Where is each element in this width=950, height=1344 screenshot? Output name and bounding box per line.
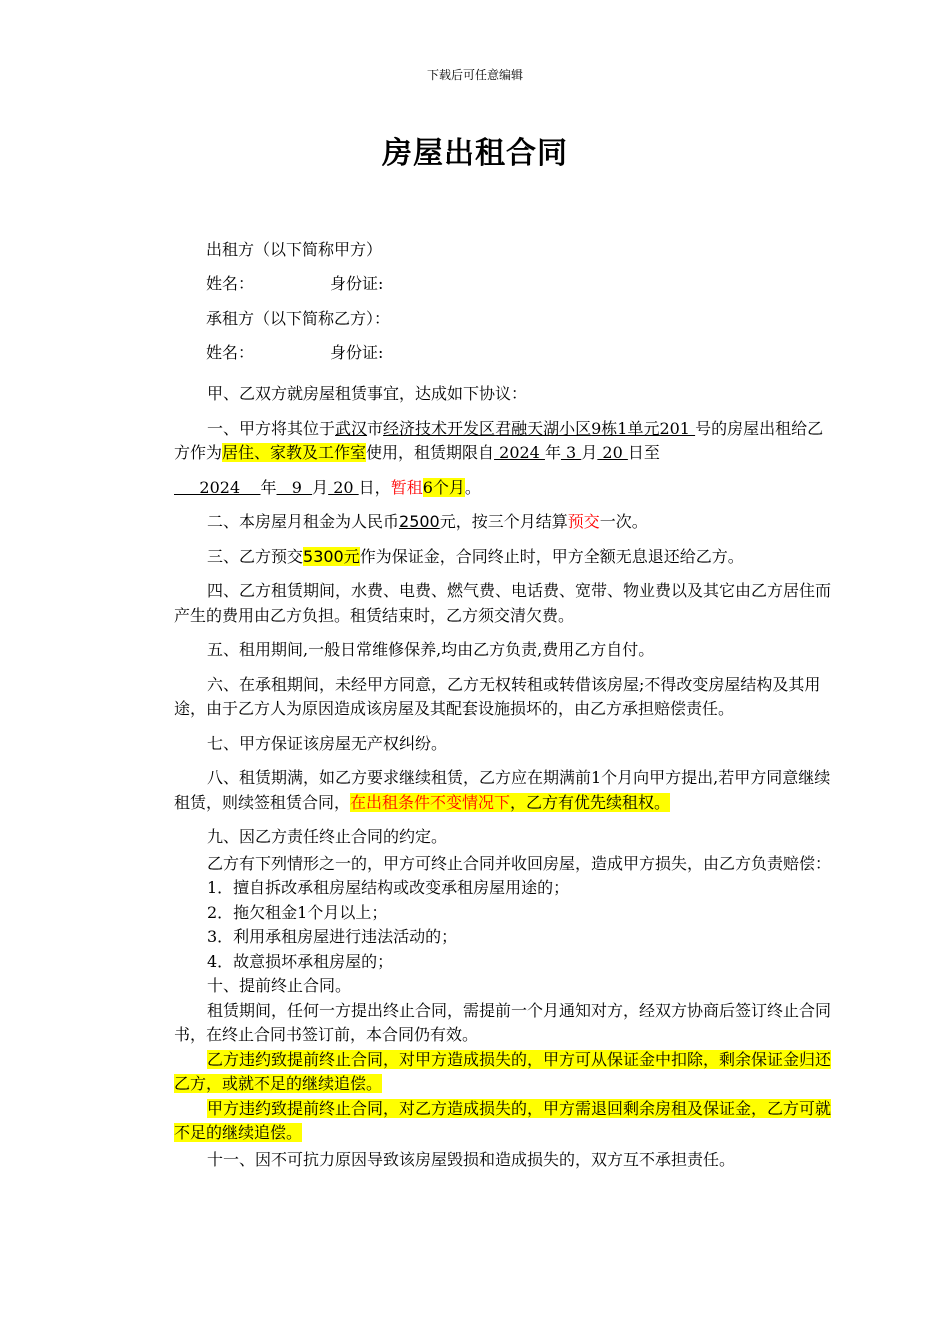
page-header: 下载后可任意编辑: [426, 68, 523, 82]
clause-7: 七、甲方保证该房屋无产权纠纷。: [207, 733, 448, 753]
clause-9-item: 1．擅自拆改承租房屋结构或改变承租房屋用途的；: [207, 878, 570, 897]
prepay-label: 预交: [567, 512, 600, 531]
clause-1: [174, 417, 839, 466]
party-b-fields: [206, 341, 383, 365]
start-day-field: 20: [597, 443, 628, 462]
end-day-field: 20: [328, 477, 359, 497]
party-b-name-label: 姓名：: [206, 343, 255, 362]
clause-4: 四、乙方租赁期间，水费、电费、燃气费、电话费、宽带、物业费以及其它由乙方居住而产生的费用由乙方负担。租赁结束时，乙方须交清欠费。: [174, 581, 832, 625]
party-a-id-label: 身份证:: [330, 274, 384, 293]
clause-8-highlight: 在出租条件不变情况下: [350, 792, 511, 812]
deposit-field: 5300元: [303, 546, 360, 566]
party-b-id-label: 身份证:: [330, 343, 384, 362]
contract-body: [174, 382, 839, 1172]
clause-10-para: 租赁期间，任何一方提出终止合同，需提前一个月通知对方，经双方协商后签订终止合同书，在终止合同书签订前，本合同仍有效。: [174, 1000, 832, 1044]
clause-1-text: 日至: [627, 443, 660, 462]
lease-months-field: 6个月: [422, 477, 465, 497]
clause-11: 十一、因不可抗力原因导致该房屋毁损和造成损失的，双方互不承担责任。: [207, 1149, 736, 1169]
rent-field: 2500: [399, 512, 440, 531]
clause-1-text: 日，: [358, 477, 391, 497]
clause-8: [174, 766, 839, 815]
document-title: 房屋出租合同: [382, 136, 568, 171]
clause-8-text: 八、租赁期满，如乙方要求继续租赁，乙方应在期满前1个月向甲方提出,若甲方同意继续租赁，则续签租赁合同，: [174, 768, 831, 812]
clause-1-text: 月: [312, 477, 329, 497]
clause-1-period: [174, 476, 839, 501]
party-a-name-label: 姓名：: [206, 274, 255, 293]
clause-6: 六、在承租期间，未经甲方同意，乙方无权转租或转借该房屋;不得改变房屋结构及其用途，由于乙方人为原因造成该房屋及其配套设施损坏的，由乙方承担赔偿责任。: [174, 674, 821, 718]
unit-field: 9栋1单元201: [591, 418, 696, 438]
clause-1-text: 月: [581, 443, 598, 462]
clause-3-text: 三、乙方预交: [207, 546, 304, 566]
clause-2-text: 二、本房屋月租金为人民币: [207, 512, 400, 531]
city-field: 武汉: [335, 418, 368, 438]
clause-3-text: 作为保证金，合同终止时，甲方全额无息退还给乙方。: [359, 546, 744, 566]
clause-8-highlight: 乙方有优先续租权。: [526, 792, 671, 812]
clause-2: [174, 510, 839, 535]
intro-line: 甲、乙双方就房屋租赁事宜，达成如下协议：: [207, 384, 528, 403]
community-field: 君融天湖小区: [495, 418, 592, 438]
clause-1-text: 一、甲方将其位于: [207, 418, 336, 438]
clause-9-item: 3．利用承租房屋进行违法活动的；: [207, 927, 458, 946]
clause-2-text: 元，按三个月结算: [439, 512, 568, 531]
start-year-field: 2024: [494, 443, 545, 462]
clause-10-highlight: 乙方违约致提前终止合同，对甲方造成损失的，甲方可从保证金中扣除，剩余保证金归还乙方，或就不足的继续追偿。: [174, 1049, 832, 1093]
start-month-field: 3: [560, 443, 582, 462]
end-month-field: 9: [276, 477, 313, 497]
clause-10-para-highlight: [174, 1048, 839, 1097]
clause-2-text: 一次。: [599, 512, 648, 531]
clause-9-item: 2．拖欠租金1个月以上；: [207, 902, 388, 922]
district-field: 经济技术开发区: [383, 418, 496, 438]
clause-10-highlight: 甲方违约致提前终止合同，对乙方造成损失的，甲方需退回剩余房租及保证金，乙方可就不足的继续追偿。: [174, 1098, 832, 1142]
clause-10-para-highlight: [174, 1097, 839, 1146]
clause-5: 五、租用期间,一般日常维修保养,均由乙方负责,费用乙方自付。: [207, 640, 655, 659]
clause-1-text: 年: [544, 443, 561, 462]
party-b-heading: 承租方（以下简称乙方）：: [206, 309, 391, 328]
clause-9-intro: 乙方有下列情形之一的，甲方可终止合同并收回房屋，造成甲方损失，由乙方负责赔偿：: [207, 853, 832, 873]
clause-9-item: 4．故意损坏承租房屋的；: [207, 951, 394, 971]
party-a-fields: [206, 272, 383, 296]
clause-1-text: 号的房屋出租给乙方作为: [174, 418, 824, 462]
clause-1-text: 年: [260, 477, 277, 497]
clause-10: 十、提前终止合同。: [207, 976, 352, 995]
clause-1-text: 市: [367, 418, 384, 438]
end-year-field: 2024: [174, 477, 261, 497]
clause-1-text: 使用，租赁期限自: [366, 443, 495, 462]
clause-1-text: 。: [464, 477, 481, 497]
temporary-lease-label: 暂租: [390, 477, 423, 497]
clause-9: 九、因乙方责任终止合同的约定。: [207, 827, 448, 846]
clause-3: [174, 545, 839, 570]
use-field: 居住、家教及工作室: [222, 443, 367, 462]
party-a-heading: 出租方（以下简称甲方）: [206, 240, 383, 259]
clause-8-text: ，: [510, 792, 527, 812]
